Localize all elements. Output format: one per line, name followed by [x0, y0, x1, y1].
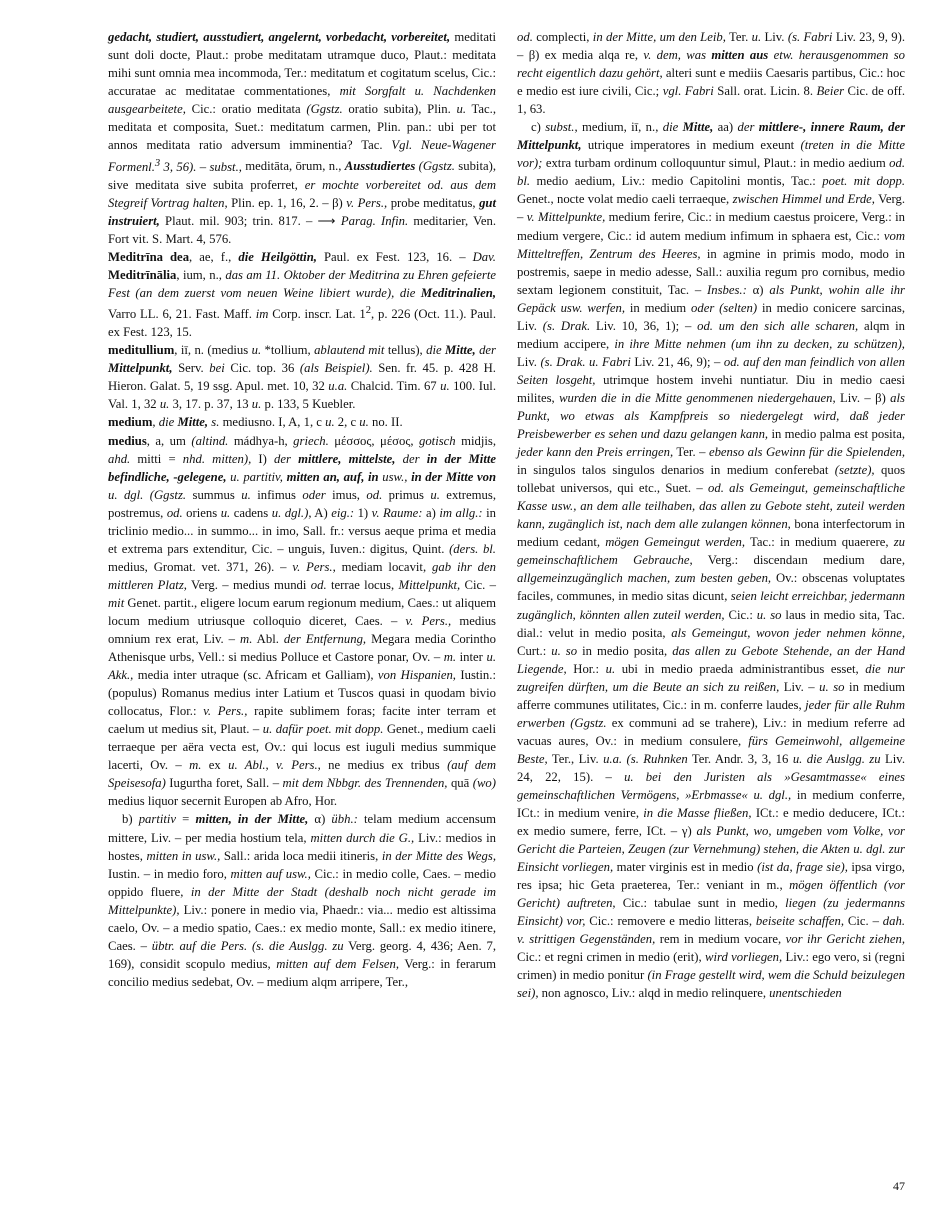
entry-medius-c-subst: c) subst., medium, iī, n., die Mitte, aa) der mittlere-, innere Raum, der Mittelpunkt, utrique imperatores in medium exeunt (treten in die Mitte vor); extra turbam ordinum colloquuntur simul, Plaut.: in medio aedium od. bl. medio aedium, Liv.: medio Capitolini montis, Tac.: poet. mit dopp. Genet., nocte volat medio caeli terraeque, zwischen Himmel und Erde, Verg. – v. Mittelpunkte, medium ferire, Cic.: in medium caestus proicere, Verg.: in medium vergere, Cic.: id autem medium infimum in sphaera est, Cic.: vom Mitteltreffen, Zentrum des Heeres, in agmine in primis modo, modo in postremis, saepe in medio adesse, Sall.: auxilia regum pro cornibus, medio sextam legionem constituit, Tac. – Insbes.: α) als Punkt, wohin alle ihr Gepäck usw. werfen, in medium oder (selten) in medio conicere sarcinas, Liv. (s. Drak. Liv. 10, 36, 1); – od. um den sich alle scharen, alqm in medium accipere, in ihre Mitte nehmen (um ihn zu decken, zu schützen), Liv. (s. Drak. u. Fabri Liv. 21, 46, 9); – od. auf den man feindlich von allen Seiten losgeht, utrimque hostem invehi nuntiatur. Diu in medio caesi milites, wurden die in die Mitte genommenen niedergehauen, Liv. – β) als Punkt, wo etwas als Kampfpreis so niedergelegt wird, daß jeder Preisbewerber es sehen und dazu gelangen kann, in medio palma est posita, jeder kann den Preis erringen, Ter. – ebenso als Gewinn für die Spielenden, in singulos talos singulos denarios in medium conferebat (setzte), quos tollebat universos, qui etc., Suet. – od. als Gemeingut, gemeinschaftliche Kasse usw., an dem alle teilhaben, das allen zu Gebote steht, zuteil werden kann, zugänglich ist, nach dem alle zulangen können, bona interfectorum in medium cedant, mögen Gemeingut werden, Tac.: in medium quaerere, zu gemeinschaftlichem Gebrauche, Verg.: discendaın medium dare, allgemeinzugänglich machen, zum besten geben, Ov.: obscenas voluptates faciles, communes, in medio sitas dicunt, seien leicht erreichbar, jedermann zugänglich, könnten allen zuteil werden, Cic.: u. so laus in medio sita, Tac. dial.: velut in medio posita, als Gemeingut, wovon jeder nehmen könne, Curt.: u. so in medio posita, das allen zu Gebote Stehende, an der Hand Liegende, Hor.: u. ubi in medio praeda administrantibus esset, die nur zugreifen dürften, um die Beute an sich zu reißen, Liv. – u. so in medium afferre communes utilitates, Cic.: in m. conferre laudes, jeder für alle Ruhm erwerben (Ggstz. ex communi ad se trahere), Liv.: in medium referre ad vacuas aures, Ov.: in medium consulere, fürs Gemeinwohl, allgemeine Beste, Ter., Liv. u.a. (s. Ruhnken Ter. Andr. 3, 3, 16 u. die Auslgg. zu Liv. 24, 22, 15). – u. bei den Juristen als »Gesamtmasse« eines gemeinschaftlichen Vermögens, »Erbmasse« u. dgl., in medium conferre, ICt.: in medium venire, in die Masse fließen, ICt.: e medio deducere, ICt.: ex medio sumere, ferre, ICt. – γ) als Punkt, wo, umgeben vom Volke, vor Gericht die Parteien, Zeugen (zur Vernehmung) stehen, die Akten u. dgl. zur Einsicht vorliegen, mater virginis est in medio (ist da, frage sie), ipsa virgo, res ipsa; hic Geta praeterea, Ter.: veniant in m., mögen öffentlich (vor Gericht) auftreten, Cic.: tabulae sunt in medio, liegen (zu jedermanns Einsicht) vor, Cic.: removere e medio litteras, beiseite schaffen, Cic. – dah. v. strittigen Gegenständen, rem in medium vocare, vor ihr Gericht ziehen, Cic.: et regni crimen in medio (erit), wird vorliegen, Liv.: ego vero, si (regni crimen) in medio ponitur (in Frage gestellt wird, wem die Schuld beizulegen sei), non agnosco, Liv.: alqd in medio relinquere, unentschieden — [517, 120, 906, 1001]
entry-meditrina: Meditrīna dea, ae, f., die Heilgöttin, Paul. ex Fest. 123, 16. – Dav. Meditrīnālia, ium, n., das am 11. Oktober der Meditrina zu Ehren gefeierte Fest (an dem zuerst vom neuen Weine libiert wurde), die Meditrinalien, Varro LL. 6, 21. Fast. Maff. im Corp. inscr. Lat. $1^2$, p. 226 (Oct. 11.). Paul. ex Fest. 123, 15. — [108, 249, 496, 340]
entry-meditor-continuation: gedacht, studiert, ausstudiert, angelernt, vorbedacht, vorbereitet, meditati sunt doli docte, Plaut.: probe meditatam utramque duco, Plaut.: meditata mihi sunt omnia mea incommoda, Ter.: meditatum et cogitatum scelus, Cic.: accuratae ac meditatae commentationes, mit Sorgfalt u. Nachdenken ausgearbeitete, Cic.: oratio meditata (Ggstz. oratio subita), Plin. u. Tac., meditata et composita, Suet.: meditatum carmen, Plin. pan.: ubi per tot annos meditata ratio adversum imminentia? Tac. Vgl. Neue-Wagener Formenl.$^3$ 3, 56). – subst., meditāta, ōrum, n., Ausstudiertes (Ggstz. subita), sive meditata sive subita proferret, er mochte vorbereitet od. aus dem Stegreif Vortrag halten, Plin. ep. 1, 16, 2. – β) v. Pers., probe meditatus, gut instruiert, Plaut. mil. 903; trin. 817. – ⟶ Parag. Infin. meditarier, Ven. Fort vit. S. Mart. 4, 576. — [108, 30, 496, 246]
entry-medius-b-continuation: od. complecti, in der Mitte, um den Leib, Ter. u. Liv. (s. Fabri Liv. 23, 9, 9). – β) ex media alqa re, v. dem, was mitten aus etw. herausgenommen so recht eigentlich dazu gehört, alteri sunt e mediis Caesaris partibus, Cic.: hoc e medio est iure civili, Cic.; vgl. Fabri Sall. orat. Licin. 8. Beier Cic. de off. 1, 63. — [517, 30, 906, 117]
entry-medius-b-partitiv: b) partitiv = mitten, in der Mitte, α) übh.: telam medium accensum mittere, Liv. – per media hostium tela, mitten durch die G., Liv.: medios in hostes, mitten in usw., Sall.: arida loca medii itineris, in der Mitte des Wegs, Iustin. – in medio foro, mitten auf usw., Cic.: in medio colle, Caes. – medio oppido fluere, in der Mitte der Stadt (deshalb noch nicht gerade im Mittelpunkte), Liv.: ponere in medio via, Phaedr.: via... medio est altissima caelo, Ov. – a medio spatio, Caes.: ex medio monte, Sall.: ex medio itinere, Caes. – übtr. auf die Pers. (s. die Auslgg. zu Verg. georg. 4, 436; Aen. 7, 169), considit scopulo medius, mitten auf dem Felsen, Verg.: in ferarum concilio medius sedebat, Ov. – medium alqm arripere, Ter., — [108, 812, 497, 989]
entry-medius: medius, a, um (altind. mádhya-h, griech. μέσσος, μέσος, gotisch midjis, ahd. mitti = nhd. mitten), I) der mittlere, mittelste, der in der Mitte befindliche, -gelegene, u. partitiv, mitten an, auf, in usw., in der Mitte von u. dgl. (Ggstz. summus u. infimus oder imus, od. primus u. extremus, postremus, od. oriens u. cadens u. dgl.), A) eig.: 1) v. Raume: a) im allg.: in triclinio medio... in summo... in imo, Sall. fr.: versus aeque prima et media et extrema pars extenditur, Cic. – unguis, Iuven.: digitus, Quint. (ders. bl. medius, Gromat. vet. 371, 26). – v. Pers., mediam locavit, gab ihr den mittleren Platz, Verg. – medius mundi od. terrae locus, Mittelpunkt, Cic. – mit Genet. partit., eligere locum earum regionum medium, Caes.: ut aliquem locum medium utriusque colloquio diceret, Caes. – v. Pers., medius omnium rex erat, Liv. – m. Abl. der Entfernung, Megara media Corintho Athenisque urbs, Vell.: si medius Polluce et Castore ponar, Ov. – m. inter u. Akk., media inter utraque (sc. Africam et Galliam), von Hispanien, Iustin.: (populus) Romanus medius inter Latium et Tuscos quasi in quodam bivio collocatus, Flor.: v. Pers., rapite sublimem foras; facite inter terram et caelum ut medius sit, Plaut. – u. dafür poet. mit dopp. Genet., medium caeli terraeque per aëra vecta est, Ov.: qui locus est iuguli medius summique lacerti, Ov. – m. ex u. Abl., v. Pers., ne medius ex tribus (auf dem Speisesofa) Iugurtha foret, Sall. – mit dem Nbbgr. des Trennenden, quā (wo) medius liquor secernit Europen ab Afro, Hor. — [108, 433, 497, 809]
left-column — [108, 28, 496, 991]
entry-medium: medium, die Mitte, s. mediusno. I, A, 1, c u. 2, c u. no. II. — [108, 415, 403, 430]
entry-meditullium: meditullium, iī, n. (medius u. *tollium, ablautend mit tellus), die Mitte, der Mittelpunkt, Serv. bei Cic. top. 36 (als Beispiel). Sen. fr. 45. p. 428 H. Hieron. Galat. 5, 19 ssg. Apul. met. 10, 32 u.a. Chalcid. Tim. 67 u. 100. Iul. Val. 1, 32 u. 3, 17. p. 37, 13 u. p. 133, 5 Kuebler. — [108, 343, 496, 412]
right-column — [517, 28, 905, 1003]
page-number: 47 — [893, 1179, 905, 1193]
